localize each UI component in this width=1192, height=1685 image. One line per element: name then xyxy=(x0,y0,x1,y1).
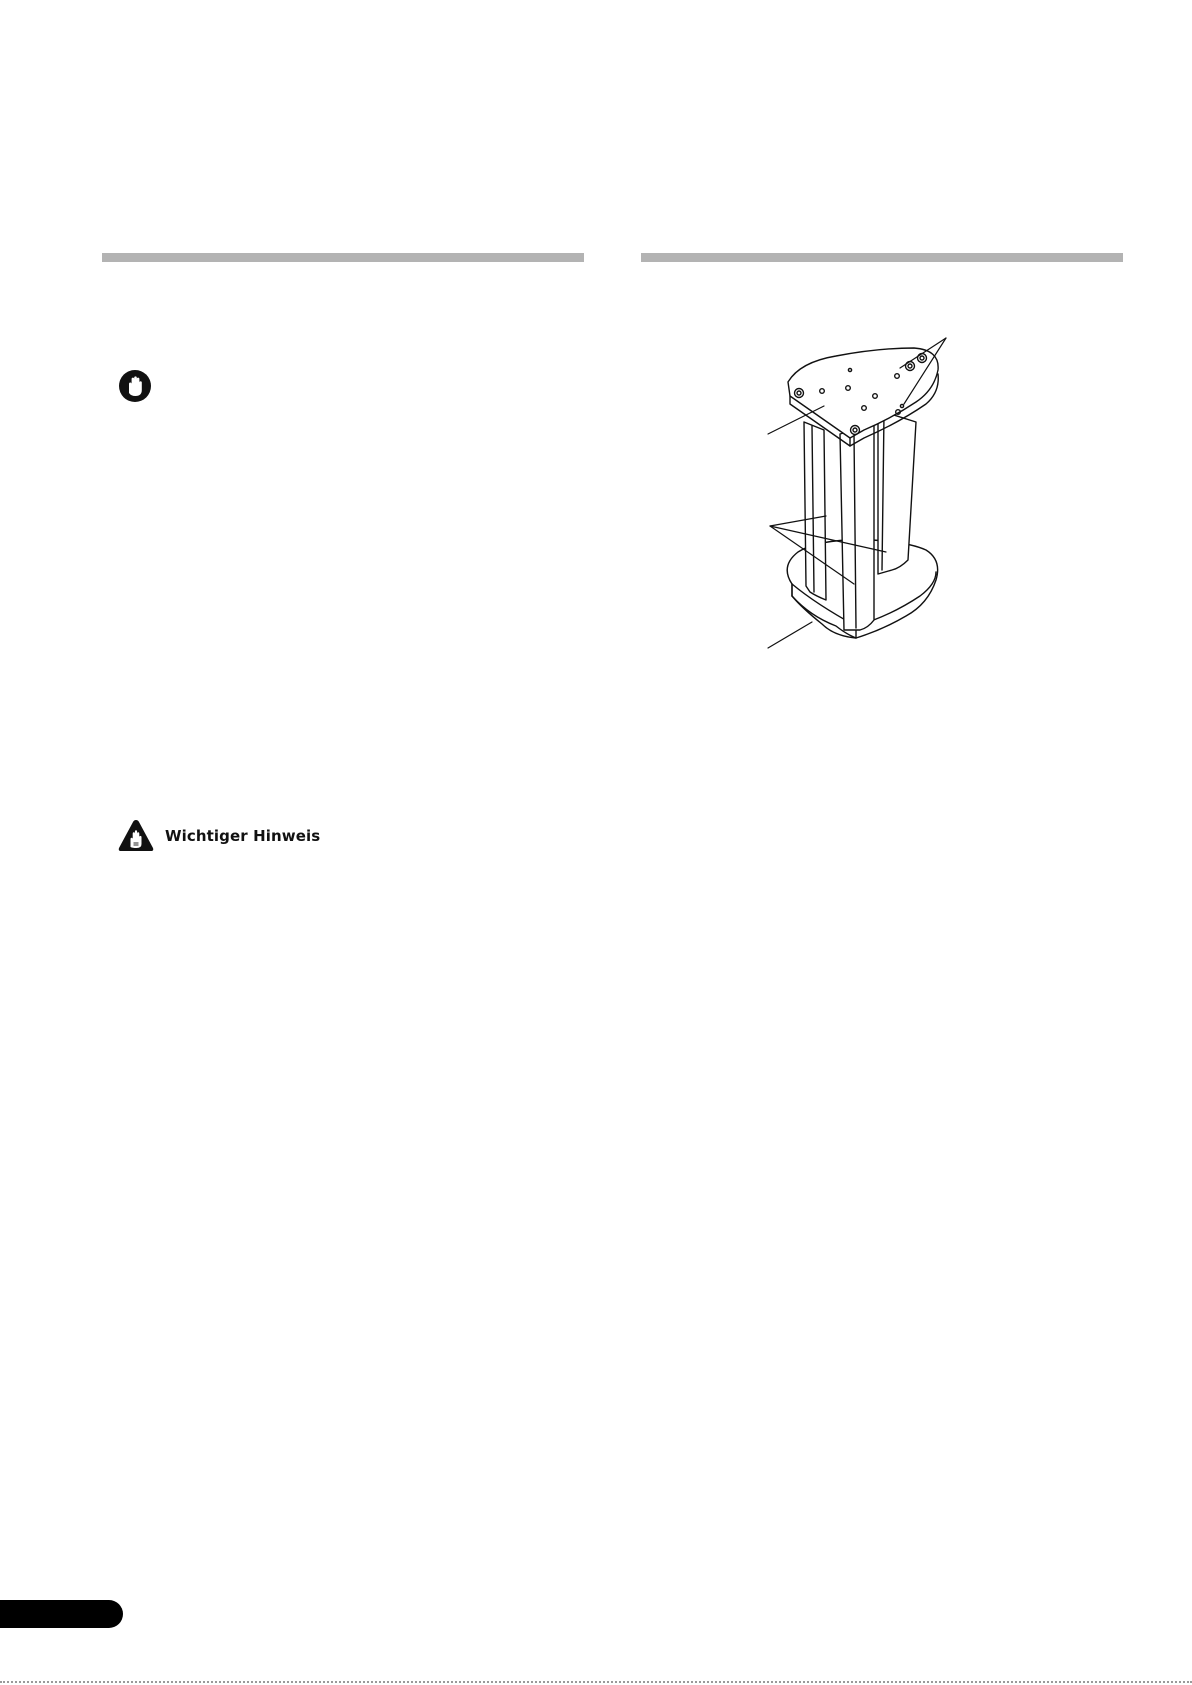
warning-triangle-icon xyxy=(117,817,155,855)
important-note-label: Wichtiger Hinweis xyxy=(165,827,321,845)
stand-left-pillar xyxy=(804,422,826,600)
important-note xyxy=(117,817,320,855)
left-section-rule xyxy=(102,253,584,262)
speaker-stand-figure xyxy=(760,330,960,680)
page-number-tab xyxy=(0,1600,123,1628)
right-section-rule xyxy=(641,253,1123,262)
stand-front-pillar xyxy=(840,424,874,630)
caution-hand-icon xyxy=(118,369,152,403)
page-bottom-edge xyxy=(0,1681,1192,1683)
